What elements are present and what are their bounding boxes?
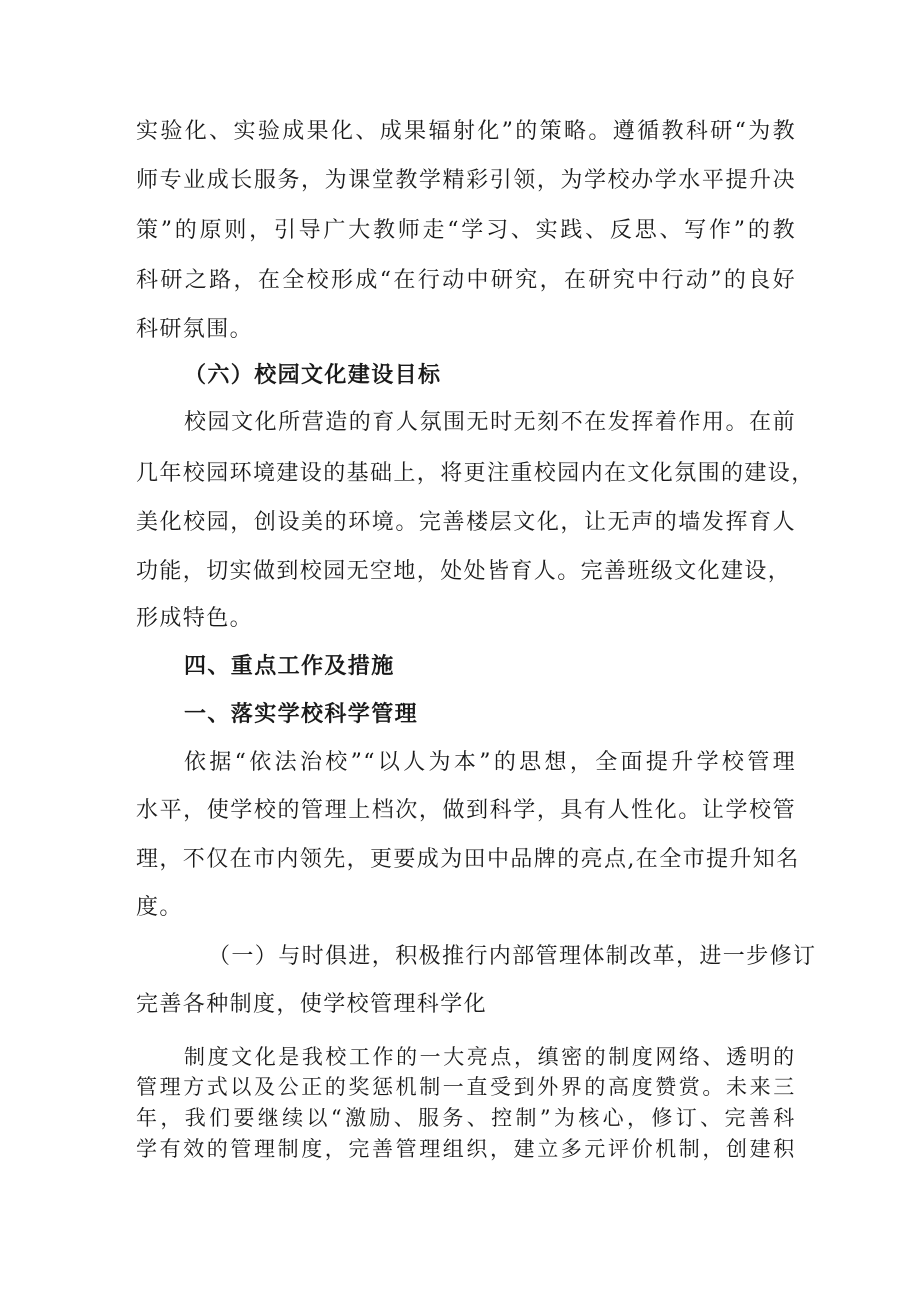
paragraph-line: 科研氛围。 bbox=[136, 317, 254, 342]
paragraph-line: 管理方式以及公正的奖惩机制一直受到外界的高度赞赏。未来三 bbox=[136, 1075, 796, 1099]
paragraph-line: 形成特色。 bbox=[136, 606, 254, 631]
paragraph-line: 几年校园环境建设的基础上，将更注重校园内在文化氛围的建设， bbox=[136, 461, 815, 486]
subsection-heading: （一）与时俱进，积极推行内部管理体制改革，进一步修订 bbox=[208, 944, 817, 969]
paragraph-line: 美化校园，创设美的环境。完善楼层文化，让无声的墙发挥育人 bbox=[136, 510, 796, 535]
paragraph-line: 度。 bbox=[136, 895, 183, 920]
paragraph-line: 依据“依法治校”“以人为本”的思想，全面提升学校管理 bbox=[184, 750, 796, 775]
subsection-heading: 完善各种制度，使学校管理科学化 bbox=[136, 992, 488, 1017]
paragraph-line: 策”的原则，引导广大教师走“学习、实践、反思、写作”的教 bbox=[136, 218, 796, 243]
paragraph-line: 实验化、实验成果化、成果辐射化”的策略。遵循教科研“为教 bbox=[136, 119, 796, 144]
paragraph-line: 功能，切实做到校园无空地，处处皆育人。完善班级文化建设， bbox=[136, 559, 792, 584]
section-heading: （六）校园文化建设目标 bbox=[184, 363, 442, 388]
paragraph-line: 学有效的管理制度，完善管理组织，建立多元评价机制，创建积 bbox=[136, 1137, 796, 1161]
paragraph-line: 制度文化是我校工作的一大亮点，缜密的制度网络、透明的 bbox=[184, 1045, 796, 1069]
paragraph-line: 校园文化所营造的育人氛围无时无刻不在发挥着作用。在前 bbox=[184, 410, 796, 435]
chapter-heading: 四、重点工作及措施 bbox=[184, 654, 395, 679]
paragraph-line: 年，我们要继续以“激励、服务、控制”为核心，修订、完善科 bbox=[136, 1106, 796, 1130]
paragraph-line: 水平，使学校的管理上档次，做到科学，具有人性化。让学校管 bbox=[136, 798, 796, 823]
paragraph-line: 科研之路，在全校形成“在行动中研究，在研究中行动”的良好 bbox=[136, 268, 796, 293]
paragraph-line: 理，不仅在市内领先，更要成为田中品牌的亮点,在全市提升知名 bbox=[136, 847, 800, 872]
section-heading: 一、落实学校科学管理 bbox=[184, 702, 419, 727]
paragraph-line: 师专业成长服务，为课堂教学精彩引领，为学校办学水平提升决 bbox=[136, 168, 796, 193]
